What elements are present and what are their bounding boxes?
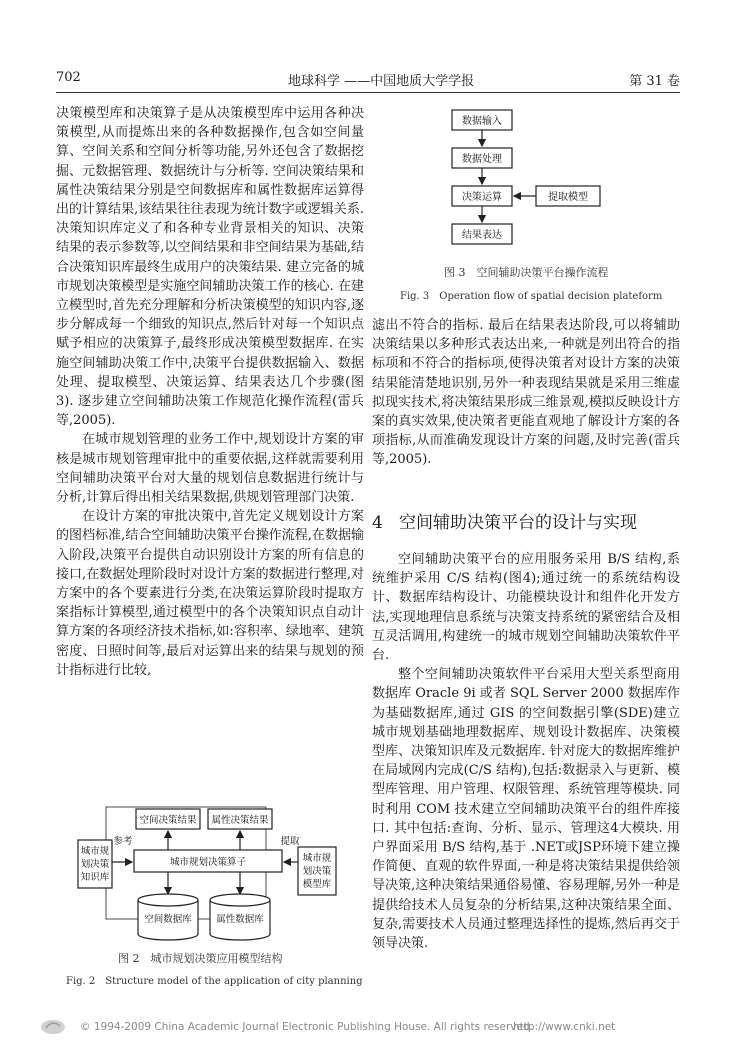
paragraph: 决策模型库和决策算子是从决策模型库中运用各种决策模型,从而提炼出来的各种数据操作,包含如空间量算、空间关系和空间分析等功能,另外还包含了数据挖掘、元数据管理、数据统计与分析等. 空间决策结果和属性决策结果分别是空间数据库和属性数据库运算得出的计算结果,该结果往往表现为统计数字或逻辑关系. 决策知识库定义了和各种专业背景相关的知识、决策结果的表示参数等,以空间结果和非空间结果为基础,结合决策知识库最终生成用户的决策结果. 建立完备的城市规划决策模型是实施空间辅助决策工作的核心. 在建立模型时,首先充分理解和分析决策模型的知识内容,逐步分解成每一个细致的知识点,然后针对每一个知识点赋予相应的决策算子,最终形成决策模型数据库. 在实施空间辅助决策工作中,决策平台提供数据输入、数据处理、提取模型、决策运算、结果表达几个步骤(图3). 逐步建立空间辅助决策工作规范化操作流程(雷兵等,2005). [56, 106, 364, 429]
planning-model-line: 划决策 [302, 866, 332, 877]
journal-title: 地球科学 ——中国地质大学学报 [288, 74, 475, 89]
figure-2-caption-en: Fig. 2 Structure model of the application of city planning [66, 976, 363, 987]
planning-model-line: 城市规 [302, 853, 332, 864]
figure-3-caption-cn: 图 3 空间辅助决策平台操作流程 [444, 266, 609, 279]
reference-label: 参考 [113, 836, 133, 847]
running-header [56, 70, 680, 90]
data-processing-label: 数据处理 [462, 154, 502, 165]
figure-2-caption-cn: 图 2 城市规划决策应用模型结构 [118, 952, 283, 965]
attr-result-label: 属性决策结果 [211, 815, 269, 826]
planning-model-line: 模型库 [302, 879, 332, 890]
header-rule [56, 92, 680, 93]
decision-operation-label: 决策运算 [462, 192, 502, 203]
volume-label: 第 31 卷 [629, 74, 680, 89]
page-footer [40, 1021, 720, 1041]
copyright-text: © 1994-2009 China Academic Journal Electronic Publishing House. All rights reserved. [80, 1021, 533, 1033]
paragraph: 空间辅助决策平台的应用服务采用 B/S 结构,系统维护采用 C/S 结构(图4);通过统一的系统结构设计、数据库结构设计、功能模块设计和组件化开发方法,实现地理信息系统与决策支持系统的紧密结合及相互灵活调用,构建统一的城市规划空间辅助决策软件平台. [372, 552, 680, 664]
spatial-result-label: 空间决策结果 [139, 815, 197, 826]
extract-label: 提取 [280, 836, 300, 847]
left-column-text [56, 104, 364, 680]
figure-3-diagram [440, 106, 640, 256]
paragraph: 在城市规划管理的业务工作中,规划设计方案的审核是城市规划管理审批中的重要依据,这样就需要利用空间辅助决策平台对大量的规划信息数据进行统计与分析,计算后得出相关结果数据,供规划管理部门决策. [56, 432, 364, 506]
figure-3-caption-en: Fig. 3 Operation flow of spatial decision plateform [400, 291, 663, 302]
attr-db-label: 属性数据库 [216, 914, 264, 925]
paragraph: 滤出不符合的指标. 最后在结果表达阶段,可以将辅助决策结果以多种形式表达出来,一种就是列出符合的指标项和不符合的指标项,使得决策者对设计方案的决策结果能清楚地识别,另外一种表现结果就是采用三维虚拟现实技术,将决策结果形成三维景观,模拟反映设计方案的真实效果,使决策者更能直观地了解设计方案的各项指标,从而准确发现设计方案的问题,及时完善(雷兵等,2005). [372, 318, 680, 468]
figure-2 [66, 802, 346, 952]
page-number: 702 [56, 70, 81, 85]
section-number: 4 [372, 513, 383, 533]
spatial-db-label: 空间数据库 [144, 914, 192, 925]
figure-2-diagram [66, 802, 346, 952]
section-title: 空间辅助决策平台的设计与实现 [399, 513, 638, 533]
section-heading [372, 508, 637, 533]
paragraph: 在设计方案的审批决策中,首先定义规划设计方案的图档标准,结合空间辅助决策平台操作流程,在数据输入阶段,决策平台提供自动识别设计方案的所有信息的接口,在数据处理阶段时对设计方案的数据进行整理,对方案中的各个要素进行分类,在决策运算阶段时提取方案指标计算模型,通过模型中的各个决策知识点自动计算方案的各项经济技术指标,如:容积率、绿地率、建筑密度、日照时间等,最后对运算出来的结果与规划的预计指标进行比较, [56, 509, 364, 678]
paragraph: 整个空间辅助决策软件平台采用大型关系型商用数据库 Oracle 9i 或者 SQL Server 2000 数据库作为基础数据库,通过 GIS 的空间数据引擎(SDE)建立城市规划基础地理数据库、规划设计数据库、决策模型库、决策知识库及元数据库. 针对庞大的数据库维护在局域网内完成(C/S 结构),包括:数据录入与更新、模型库管理、用户管理、权限管理、系统管理等模块. 同时利用 COM 技术建立空间辅助决策平台的组件库接口. 其中包括:查询、分析、显示、管理这4大模块. 用户界面采用 B/S 结构,基于 .NET或JSP环境下建立操作简便、直观的软件界面,一种是将决策结果提供给领导决策,这种决策结果通俗易懂、容易理解,另外一种是提供给技术人员复杂的分析结果,这种决策结果全面、复杂,需要技术人员通过整理选择性的提炼,然后再交于领导决策. [372, 667, 680, 952]
cnki-logo-icon [40, 1019, 66, 1035]
right-column-text-top [372, 316, 680, 470]
figure-3 [440, 106, 640, 256]
planning-kb-line: 划决策 [80, 859, 110, 870]
footer-url-link[interactable]: http://www.cnki.net [513, 1021, 616, 1033]
result-expression-label: 结果表达 [462, 230, 502, 241]
extract-model-label: 提取模型 [548, 192, 588, 203]
planning-kb-line: 城市规 [80, 846, 110, 857]
data-input-label: 数据输入 [462, 116, 502, 127]
planning-operator-label: 城市规划决策算子 [169, 857, 247, 868]
planning-kb-line: 知识库 [80, 872, 110, 883]
right-column-text-bottom [372, 550, 680, 953]
